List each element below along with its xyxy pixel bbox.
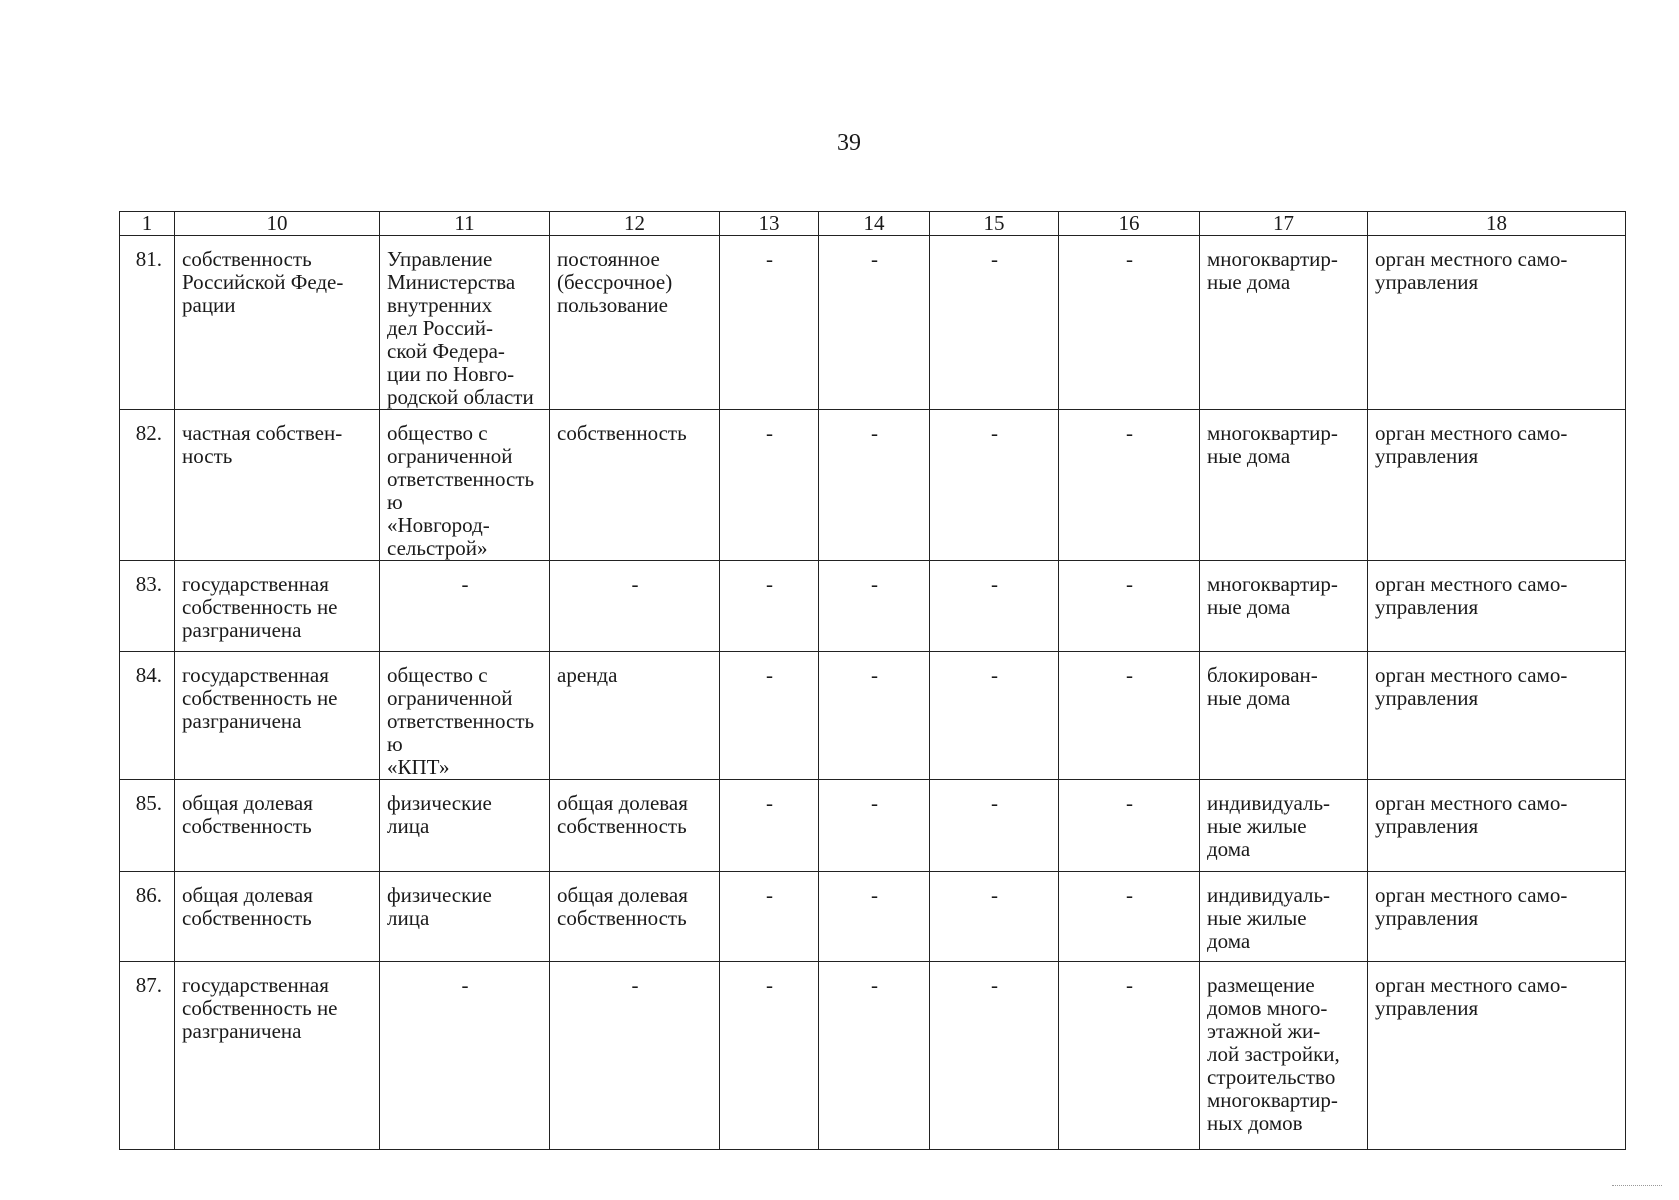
header-col-14: 14	[819, 212, 930, 236]
cell-16: -	[1059, 652, 1200, 780]
cell-14: -	[819, 236, 930, 410]
row-number: 82.	[120, 410, 175, 561]
authority: орган местного само- управления	[1368, 561, 1626, 652]
right-holder: общество с ограниченной ответственностью «КПТ»	[380, 652, 550, 780]
authority: орган местного само- управления	[1368, 410, 1626, 561]
registry-table	[119, 211, 1626, 1150]
permitted-use: размещение домов много- этажной жи- лой застройки, строительство многоквартир- ных домов	[1200, 962, 1368, 1150]
cell-14: -	[819, 561, 930, 652]
right-holder: Управление Министерства внутренних дел Россий- ской Федера- ции по Новго- родской области	[380, 236, 550, 410]
row-number: 83.	[120, 561, 175, 652]
cell-15: -	[930, 652, 1059, 780]
cell-14: -	[819, 652, 930, 780]
permitted-use: индивидуаль- ные жилые дома	[1200, 780, 1368, 872]
right-type: -	[550, 561, 720, 652]
permitted-use: индивидуаль- ные жилые дома	[1200, 872, 1368, 962]
cell-15: -	[930, 872, 1059, 962]
table-row	[120, 652, 1626, 780]
scan-mark	[1612, 1185, 1662, 1187]
permitted-use: многоквартир- ные дома	[1200, 236, 1368, 410]
row-number: 84.	[120, 652, 175, 780]
header-row	[120, 212, 1626, 236]
table-row	[120, 780, 1626, 872]
right-type: собственность	[550, 410, 720, 561]
cell-15: -	[930, 962, 1059, 1150]
table-row	[120, 962, 1626, 1150]
authority: орган местного само- управления	[1368, 872, 1626, 962]
ownership-form: частная собствен- ность	[175, 410, 380, 561]
header-col-11: 11	[380, 212, 550, 236]
header-col-18: 18	[1368, 212, 1626, 236]
authority: орган местного само- управления	[1368, 962, 1626, 1150]
authority: орган местного само- управления	[1368, 780, 1626, 872]
right-holder: физические лица	[380, 780, 550, 872]
header-col-15: 15	[930, 212, 1059, 236]
header-col-12: 12	[550, 212, 720, 236]
cell-14: -	[819, 872, 930, 962]
ownership-form: государственная собственность не разграничена	[175, 962, 380, 1150]
header-col-10: 10	[175, 212, 380, 236]
cell-16: -	[1059, 780, 1200, 872]
cell-16: -	[1059, 872, 1200, 962]
row-number: 86.	[120, 872, 175, 962]
cell-16: -	[1059, 410, 1200, 561]
ownership-form: собственность Российской Феде- рации	[175, 236, 380, 410]
header-col-17: 17	[1200, 212, 1368, 236]
ownership-form: государственная собственность не разграничена	[175, 561, 380, 652]
table-row	[120, 872, 1626, 962]
right-type: общая долевая собственность	[550, 780, 720, 872]
cell-15: -	[930, 561, 1059, 652]
cell-16: -	[1059, 962, 1200, 1150]
header-col-16: 16	[1059, 212, 1200, 236]
authority: орган местного само- управления	[1368, 236, 1626, 410]
permitted-use: многоквартир- ные дома	[1200, 561, 1368, 652]
cell-14: -	[819, 962, 930, 1150]
right-type: -	[550, 962, 720, 1150]
cell-13: -	[720, 652, 819, 780]
right-holder: -	[380, 561, 550, 652]
permitted-use: многоквартир- ные дома	[1200, 410, 1368, 561]
authority: орган местного само- управления	[1368, 652, 1626, 780]
cell-15: -	[930, 780, 1059, 872]
cell-13: -	[720, 236, 819, 410]
cell-16: -	[1059, 561, 1200, 652]
cell-15: -	[930, 236, 1059, 410]
cell-13: -	[720, 561, 819, 652]
right-type: аренда	[550, 652, 720, 780]
right-type: постоянное (бессрочное) пользование	[550, 236, 720, 410]
row-number: 81.	[120, 236, 175, 410]
row-number: 87.	[120, 962, 175, 1150]
cell-13: -	[720, 962, 819, 1150]
cell-13: -	[720, 410, 819, 561]
row-number: 85.	[120, 780, 175, 872]
right-holder: физические лица	[380, 872, 550, 962]
cell-14: -	[819, 780, 930, 872]
header-col-1: 1	[120, 212, 175, 236]
cell-13: -	[720, 780, 819, 872]
right-holder: -	[380, 962, 550, 1150]
table-row	[120, 236, 1626, 410]
table-row	[120, 561, 1626, 652]
ownership-form: общая долевая собственность	[175, 780, 380, 872]
cell-16: -	[1059, 236, 1200, 410]
table-row	[120, 410, 1626, 561]
header-col-13: 13	[720, 212, 819, 236]
page-number: 39	[837, 130, 861, 156]
cell-14: -	[819, 410, 930, 561]
cell-13: -	[720, 872, 819, 962]
right-type: общая долевая собственность	[550, 872, 720, 962]
ownership-form: общая долевая собственность	[175, 872, 380, 962]
ownership-form: государственная собственность не разграничена	[175, 652, 380, 780]
right-holder: общество с ограниченной ответственностью «Новгород- сельстрой»	[380, 410, 550, 561]
permitted-use: блокирован- ные дома	[1200, 652, 1368, 780]
cell-15: -	[930, 410, 1059, 561]
